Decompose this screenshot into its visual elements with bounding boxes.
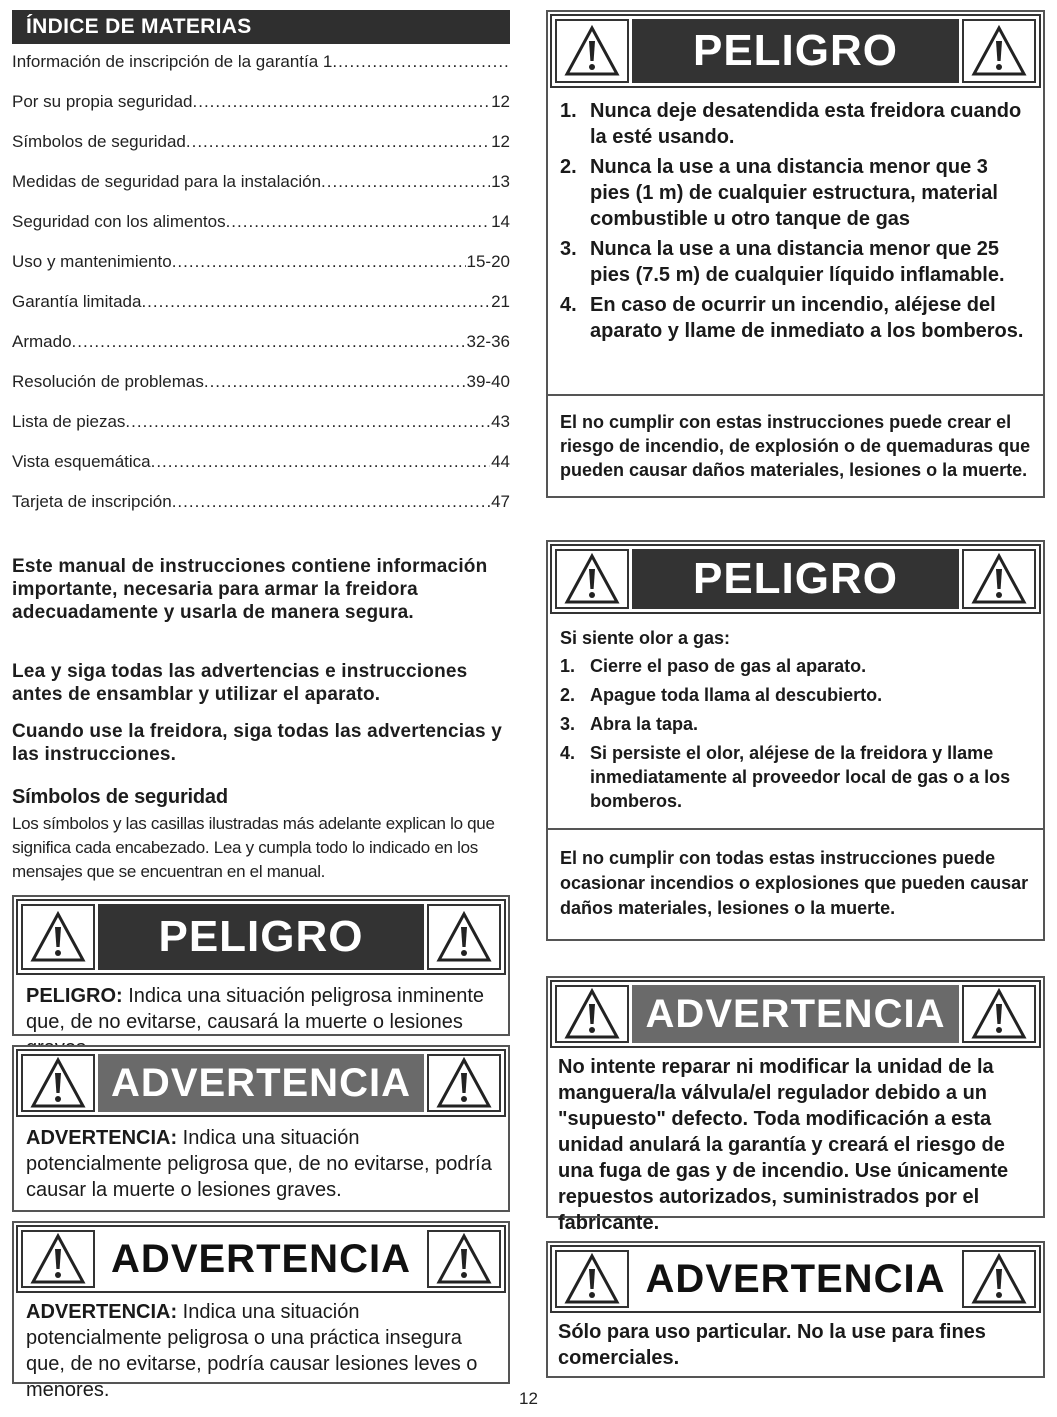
warning-triangle-icon [962, 1250, 1036, 1308]
toc-leader-dots [125, 412, 490, 432]
toc-entry-label: Garantía limitada [12, 292, 142, 311]
toc-entry-page: 47 [491, 492, 510, 511]
term: PELIGRO: [26, 985, 123, 1007]
advertencia-banner [550, 1245, 1041, 1313]
toc-entry-page: 12 [491, 132, 510, 151]
gas-odor-instructions [560, 626, 1033, 818]
toc-leader-dots [151, 452, 490, 472]
symbols-description: Los símbolos y las casillas ilustradas más adelante explican lo que significa cada encabezado. Lea y cumpla todo lo indicado en los mensajes que se encuentran en el manual. [12, 814, 495, 881]
warning-triangle-icon [21, 1054, 95, 1112]
warning-triangle-icon [21, 904, 95, 970]
warning-triangle-icon [555, 19, 629, 83]
toc-leader-dots [141, 292, 490, 312]
peligro-consequence: El no cumplir con todas estas instrucciones puede ocasionar incendios o explosiones que pueden causar daños materiales, lesiones o la muerte. [560, 848, 1029, 918]
page-number: 12 [519, 1389, 538, 1408]
warning-triangle-icon [21, 1230, 95, 1288]
toc-list [12, 52, 510, 532]
list-item [560, 654, 1033, 678]
advertencia-banner [16, 1225, 506, 1293]
toc-entry [12, 492, 510, 532]
signal-word: PELIGRO [632, 19, 959, 83]
warning-triangle-icon [555, 985, 629, 1043]
list-item [560, 98, 1033, 150]
toc-entry [12, 332, 510, 372]
list-item-text: Apague toda llama al descubierto. [590, 685, 883, 705]
list-item-text: Nunca la use a una distancia menor que 3 pies (1 m) de cualquier estructura, material combustible u otro tanque de gas [590, 156, 998, 230]
signal-word: PELIGRO [632, 549, 959, 609]
peligro-box-1 [546, 10, 1045, 498]
list-item [560, 236, 1033, 288]
advertencia-banner [550, 980, 1041, 1048]
advertencia-definition-text [26, 1125, 498, 1203]
advertencia-banner [16, 1049, 506, 1117]
toc-leader-dots [172, 252, 466, 272]
advertencia-definition-box-2 [12, 1221, 510, 1401]
warning-triangle-icon [962, 549, 1036, 609]
toc-entry-label: Por su propia seguridad [12, 92, 193, 111]
toc-entry-label: Seguridad con los alimentos [12, 212, 226, 231]
list-item-number: 2. [560, 685, 576, 705]
divider [548, 828, 1043, 830]
toc-entry-page: 15-20 [466, 252, 510, 271]
list-item-number: 4. [560, 743, 576, 763]
toc-entry-label: Lista de piezas [12, 412, 126, 431]
signal-word: PELIGRO [98, 904, 424, 970]
toc-entry-page: 39-40 [466, 372, 510, 391]
toc-entry-label: Uso y mantenimiento [12, 252, 172, 271]
list-item-text: En caso de ocurrir un incendio, aléjese del aparato y llame de inmediato a los bomberos. [590, 294, 1024, 342]
toc-entry-label: Armado [12, 332, 72, 351]
list-item-number: 3. [560, 714, 576, 734]
peligro-definition-box [12, 895, 510, 1036]
signal-word: ADVERTENCIA [632, 985, 959, 1043]
peligro-banner [16, 899, 506, 975]
peligro-consequence: El no cumplir con estas instrucciones puede crear el riesgo de incendio, de explosión o de quemaduras que pueden causar daños materiales, lesiones o la muerte. [560, 412, 1031, 480]
signal-word: ADVERTENCIA [632, 1250, 959, 1308]
toc-entry-page: 32-36 [466, 332, 510, 351]
definition: Indica una situación potencialmente peligrosa o una práctica insegura que, de no evitarse, podría causar lesiones leves o menores. [26, 1301, 478, 1401]
toc-entry-page: 13 [491, 172, 510, 191]
toc-leader-dots [172, 492, 490, 512]
toc-leader-dots [226, 212, 491, 232]
list-item-number: 1. [560, 656, 576, 676]
list-item [560, 741, 1033, 813]
toc-leader-dots [186, 132, 490, 152]
list-item-number: 4. [560, 294, 577, 316]
warning-triangle-icon [427, 1230, 501, 1288]
lead-text: Si siente olor a gas: [560, 628, 731, 648]
signal-word: ADVERTENCIA [98, 1230, 424, 1288]
list-item-number: 2. [560, 156, 577, 178]
divider [548, 394, 1043, 396]
definition: Indica una situación potencialmente peligrosa que, de no evitarse, podría causar la muerte o lesiones graves. [26, 1127, 492, 1201]
definition: Indica una situación peligrosa inminente que, de no evitarse, causará la muerte o lesiones [26, 985, 485, 1033]
term: ADVERTENCIA: [26, 1301, 178, 1323]
toc-entry-label: Tarjeta de inscripción [12, 492, 172, 511]
list-item-text: Si persiste el olor, aléjese de la freidora y llame inmediatamente al proveedor local de gas o a los bomberos. [590, 743, 1011, 811]
advertencia-box-2 [546, 1241, 1045, 1378]
warning-triangle-icon [555, 549, 629, 609]
list-item [560, 154, 1033, 232]
list-item [560, 712, 1033, 736]
toc-entry-label: Vista esquemática [12, 452, 151, 471]
toc-entry [12, 452, 510, 492]
toc-entry [12, 52, 510, 92]
list-item-text: Nunca la use a una distancia menor que 25 pies (7.5 m) de cualquier líquido inflamable. [590, 238, 1005, 286]
warning-triangle-icon [962, 19, 1036, 83]
toc-title: ÍNDICE DE MATERIAS [12, 10, 510, 44]
peligro-banner [550, 544, 1041, 614]
list-item [560, 683, 1033, 707]
intro-paragraph-3: Cuando use la freidora, siga todas las advertencias y las instrucciones. [12, 721, 502, 765]
list-item-text: Cierre el paso de gas al aparato. [590, 656, 867, 676]
list-item-text: Nunca deje desatendida esta freidora cuando la esté usando. [590, 100, 1022, 148]
toc-entry [12, 132, 510, 172]
advertencia-definition-box-1 [12, 1045, 510, 1212]
term: ADVERTENCIA: [26, 1127, 178, 1149]
toc-entry-page: 44 [491, 452, 510, 471]
toc-leader-dots [321, 172, 490, 192]
toc-entry [12, 172, 510, 212]
list-item-number: 1. [560, 100, 577, 122]
warning-triangle-icon [962, 985, 1036, 1043]
peligro-instructions [560, 98, 1033, 348]
warning-triangle-icon [427, 1054, 501, 1112]
advertencia-box-1 [546, 976, 1045, 1234]
toc-entry [12, 292, 510, 332]
warning-triangle-icon [555, 1250, 629, 1308]
toc-entry [12, 412, 510, 452]
peligro-box-2 [546, 540, 1045, 941]
advertencia-text: No intente reparar ni modificar la unidad de la manguera/la válvula/el regulador debido a un "supuesto" defecto. Toda modificación a esta unidad anulará la garantía y creará el riesgo de una fuga de gas y de incendio. Use únicamente repuestos autorizados, suministrados por el fabricante. [558, 1056, 1009, 1234]
toc-entry [12, 372, 510, 412]
toc-leader-dots [193, 92, 491, 112]
toc-entry-label: Medidas de seguridad para la instalación [12, 172, 322, 191]
warning-triangle-icon [427, 904, 501, 970]
list-item-number: 3. [560, 238, 577, 260]
peligro-banner [550, 14, 1041, 88]
toc-entry-page: 14 [491, 212, 510, 231]
toc-entry-page: 43 [491, 412, 510, 431]
intro-paragraph-2: Lea y siga todas las advertencias e instrucciones antes de ensamblar y utilizar el aparato. [12, 661, 468, 705]
toc-leader-dots [72, 332, 466, 352]
toc-leader-dots [204, 372, 466, 392]
toc-entry [12, 92, 510, 132]
toc-entry-label: Símbolos de seguridad [12, 132, 186, 151]
list-item-text: Abra la tapa. [590, 714, 699, 734]
toc-entry-label: Resolución de problemas [12, 372, 204, 391]
toc-entry [12, 212, 510, 252]
toc-entry-page: 12 [491, 92, 510, 111]
list-item [560, 292, 1033, 344]
intro-paragraph-1: Este manual de instrucciones contiene información importante, necesaria para armar la freidora adecuadamente y usarla de manera segura. [12, 556, 488, 623]
symbols-heading: Símbolos de seguridad [12, 786, 228, 808]
advertencia-definition-text [26, 1299, 498, 1403]
toc-leader-dots [332, 52, 509, 72]
toc-entry [12, 252, 510, 292]
toc-entry-page: 21 [491, 292, 510, 311]
signal-word: ADVERTENCIA [98, 1054, 424, 1112]
toc-entry-label: Información de inscripción de la garantía 1 [12, 52, 333, 71]
advertencia-text: Sólo para uso particular. No la use para fines comerciales. [558, 1321, 986, 1369]
